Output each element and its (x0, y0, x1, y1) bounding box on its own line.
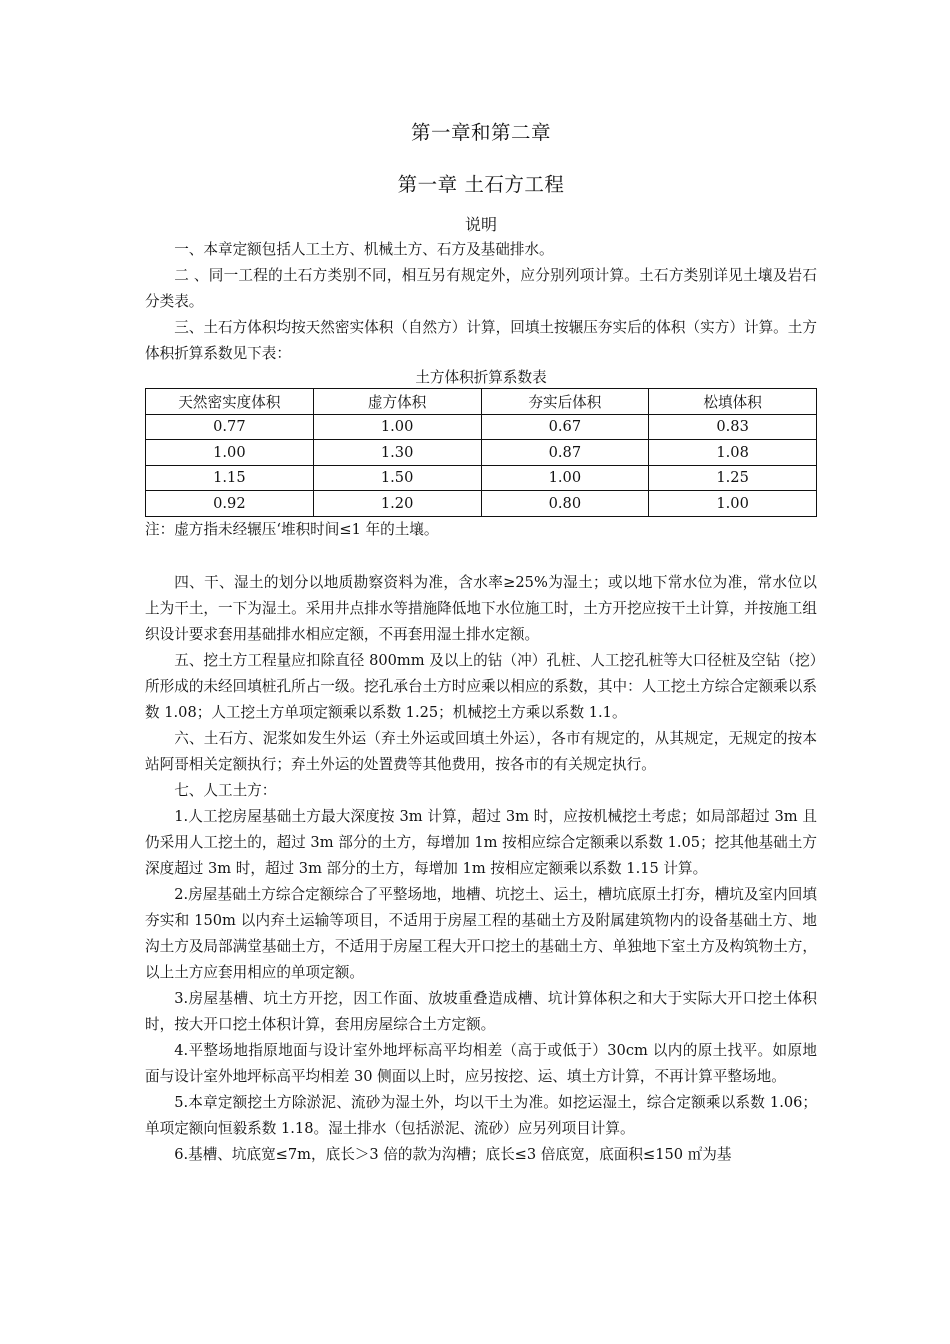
table-cell: 1.00 (146, 440, 314, 466)
table-cell: 1.50 (313, 465, 481, 491)
table-header-cell: 夯实后体积 (481, 389, 649, 415)
document-title: 第一章和第二章 (410, 121, 551, 144)
table-row (146, 414, 817, 440)
paragraph-7-5: 5.本章定额挖土方除淤泥、流砂为湿土外，均以干土为准。如挖运湿土，综合定额乘以系数 1.06；单项定额向恒毅系数 1.18。湿土排水（包括淤泥、流砂）应另列项目计算。 (145, 1093, 817, 1137)
table-header-cell: 虚方体积 (313, 389, 481, 415)
paragraph-3: 三、土石方体积均按天然密实体积（自然方）计算，回填土按辗压夯实后的体积（实方）计算。土方体积折算系数见下表： (145, 319, 817, 362)
conversion-factor-table (145, 388, 817, 517)
table-row (146, 440, 817, 466)
section-title: 说明 (464, 215, 497, 234)
paragraph-7-3: 3.房屋基槽、坑土方开挖，因工作面、放坡重叠造成槽、坑计算体积之和大于实际大开口挖土体积时，按大开口挖土体积计算，套用房屋综合土方定额。 (145, 989, 817, 1033)
table-cell: 1.20 (313, 491, 481, 517)
document-content (145, 118, 817, 1168)
paragraph-6: 六、土石方、泥浆如发生外运（弃土外运或回填土外运），各市有规定的，从其规定，无规定的按本站阿哥相关定额执行；弃土外运的处置费等其他费用，按各市的有关规定执行。 (145, 729, 817, 773)
table-header-row (146, 389, 817, 415)
paragraph-7: 七、人工土方： (174, 781, 277, 799)
table-cell: 1.25 (649, 465, 817, 491)
paragraph-7-2: 2.房屋基础土方综合定额综合了平整场地，地槽、坑挖土、运土，槽坑底原土打夯，槽坑及室内回填夯实和 150m 以内弃土运输等项目，不适用于房屋工程的基础土方及附属建筑物内的设备基础土方、地沟土方及局部满堂基础土方，不适用于房屋工程大开口挖土的基础土方、单独地下室土方及构筑物土方，以上土方应套用相应的单项定额。 (145, 885, 817, 981)
table-cell: 1.08 (649, 440, 817, 466)
table-cell: 0.67 (481, 414, 649, 440)
paragraph-7-4: 4.平整场地指原地面与设计室外地坪标高平均相差（高于或低于）30cm 以内的原土找平。如原地面与设计室外地坪标高平均相差 30 侧面以上时，应另按挖、运、填土方计算，不再计算平整场地。 (145, 1041, 817, 1085)
table-cell: 0.87 (481, 440, 649, 466)
table-note: 注：虚方指未经辗压‘堆积时间≤1 年的土壤。 (145, 520, 439, 538)
table-cell: 0.80 (481, 491, 649, 517)
paragraph-1: 一、本章定额包括人工土方、机械土方、石方及基础排水。 (174, 241, 554, 258)
table-cell: 1.00 (481, 465, 649, 491)
table-cell: 1.00 (649, 491, 817, 517)
paragraph-2: 二 、同一工程的土石方类别不同，相互另有规定外，应分别列项计算。土石方类别详见土壤及岩石分类表。 (145, 267, 817, 310)
table-header-cell: 松填体积 (649, 389, 817, 415)
table-row (146, 491, 817, 517)
table-cell: 0.92 (146, 491, 314, 517)
paragraph-7-1: 1.人工挖房屋基础土方最大深度按 3m 计算，超过 3m 时，应按机械挖土考虑；如局部超过 3m 且仍采用人工挖土的，超过 3m 部分的土方，每增加 1m 按相应综合定额乘以系数 1.05；挖其他基础土方深度超过 3m 时，超过 3m 部分的土方，每增加 1m 按相应定额乘以系数 1.15 计算。 (145, 807, 817, 877)
table-caption: 土方体积折算系数表 (415, 369, 547, 386)
paragraph-5: 五、挖土方工程量应扣除直径 800mm 及以上的钻（冲）孔桩、人工挖孔桩等大口径桩及空钻（挖）所形成的未经回填桩孔所占一级。挖孔承台土方时应乘以相应的系数，其中：人工挖土方综合定额乘以系数 1.08；人工挖土方单项定额乘以系数 1.25；机械挖土方乘以系数 1.1。 (145, 651, 817, 721)
table-cell: 0.77 (146, 414, 314, 440)
table-header-cell: 天然密实度体积 (146, 389, 314, 415)
table-cell: 0.83 (649, 414, 817, 440)
paragraph-4: 四、干、湿土的划分以地质勘察资料为准，含水率≥25%为湿土；或以地下常水位为准，常水位以上为干土，一下为湿土。采用井点排水等措施降低地下水位施工时，土方开挖应按干土计算，并按施工组织设计要求套用基础排水相应定额，不再套用湿土排水定额。 (145, 573, 817, 643)
paragraph-7-6: 6.基槽、坑底宽≤7m，底长＞3 倍的款为沟槽；底长≤3 倍底宽，底面积≤150 ㎡为基 (174, 1145, 732, 1163)
chapter-title: 第一章 土石方工程 (397, 173, 565, 196)
table-cell: 1.00 (313, 414, 481, 440)
table-row (146, 465, 817, 491)
table-cell: 1.30 (313, 440, 481, 466)
table-cell: 1.15 (146, 465, 314, 491)
